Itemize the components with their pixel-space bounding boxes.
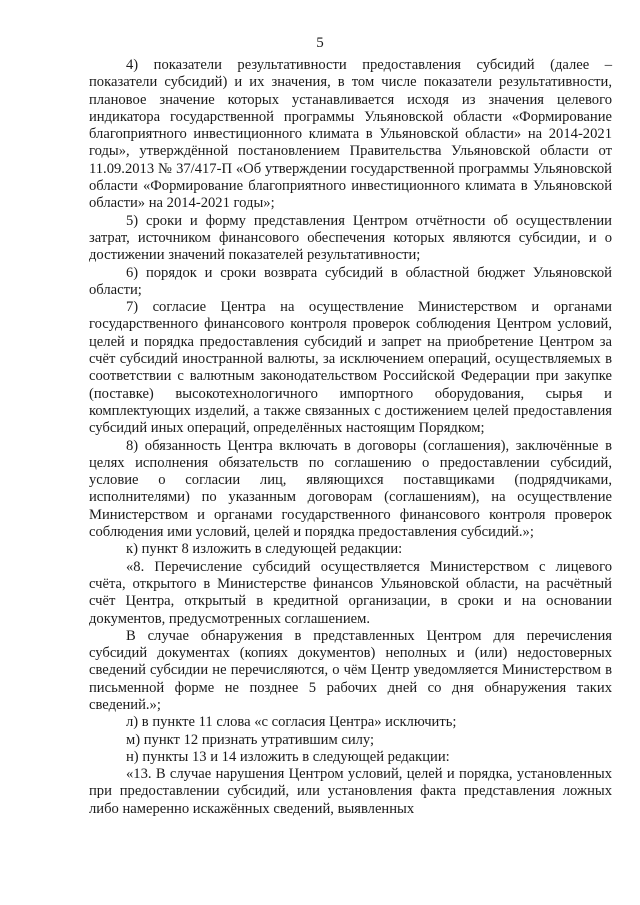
paragraph-clause-8: «8. Перечисление субсидий осуществляется Министерством с лицевого счёта, открытого в Министерстве финансов Ульяновской области, на расчётный счёт Центра, открытый в кредитной организации, в сроки и на основании документов, предусмотренных соглашением. [89,558,612,627]
paragraph-amendment-m: м) пункт 12 признать утратившим силу; [126,731,375,748]
paragraph-item-6: 6) порядок и сроки возврата субсидий в областной бюджет Ульяновской области; [89,264,612,298]
paragraph-clause-13: «13. В случае нарушения Центром условий, целей и порядка, установленных при предоставлении субсидий, или установления факта представления ложных либо намеренно искажённых сведений, выявленных [89,766,612,817]
paragraph-amendment-n: н) пункты 13 и 14 изложить в следующей редакции: [126,748,450,765]
page-number: 5 [316,35,324,51]
paragraph-clause-8-cont: В случае обнаружения в представленных Центром для перечисления субсидий документах (копиях документов) неполных и (или) недостоверных сведений субсидии не перечисляются, о чём Центр уведомляется Министерством в письменной форме не позднее 5 рабочих дней со дня обнаружения таких сведений.»; [89,627,612,713]
paragraph-item-7: 7) согласие Центра на осуществление Министерством и органами государственного финансового контроля проверок соблюдения Центром условий, целей и порядка предоставления субсидий и запрет на приобретение Центром за счёт субсидий иностранной валюты, за исключением операций, осуществляемых в соответствии с валютным законодательством Российской Федерации при закупке (поставке) высокотехнологичного импортного оборудования, сырья и комплектующих изделий, а также связанных с достижением целей предоставления субсидий иных операций, определённых настоящим Порядком; [89,299,612,437]
paragraph-item-4: 4) показатели результативности предоставления субсидий (далее – показатели субсидий) и их значения, в том числе показатели результативности, плановое значение которых устанавливается исходя из значения целевого индикатора государственной программы Ульяновской области «Формирование благоприятного инвестиционного климата в Ульяновской области» на 2014-2021 годы», утверждённой постановлением Правительства Ульяновской области от 11.09.2013 № 37/417-П «Об утверждении государственной программы Ульяновской области «Формирование благоприятного инвестиционного климата в Ульяновской области» на 2014-2021 годы»; [89,57,612,212]
paragraph-amendment-k: к) пункт 8 изложить в следующей редакции: [126,541,403,558]
document-body [89,57,612,818]
paragraph-item-5: 5) сроки и форму представления Центром отчётности об осуществлении затрат, источником финансового обеспечения которых являются субсидии, и о достижении значений показателей результативности; [89,212,612,264]
paragraph-item-8: 8) обязанность Центра включать в договоры (соглашения), заключённые в целях исполнения обязательств по соглашению о предоставлении субсидий, условие о согласии лиц, являющихся поставщиками (подрядчиками, исполнителями) по указанным договорам (соглашениям), на осуществление Министерством и органами государственного финансового контроля проверок соблюдения ими условий, целей и порядка предоставления субсидий.»; [89,437,612,541]
paragraph-amendment-l: л) в пункте 11 слова «с согласия Центра» исключить; [126,714,457,731]
